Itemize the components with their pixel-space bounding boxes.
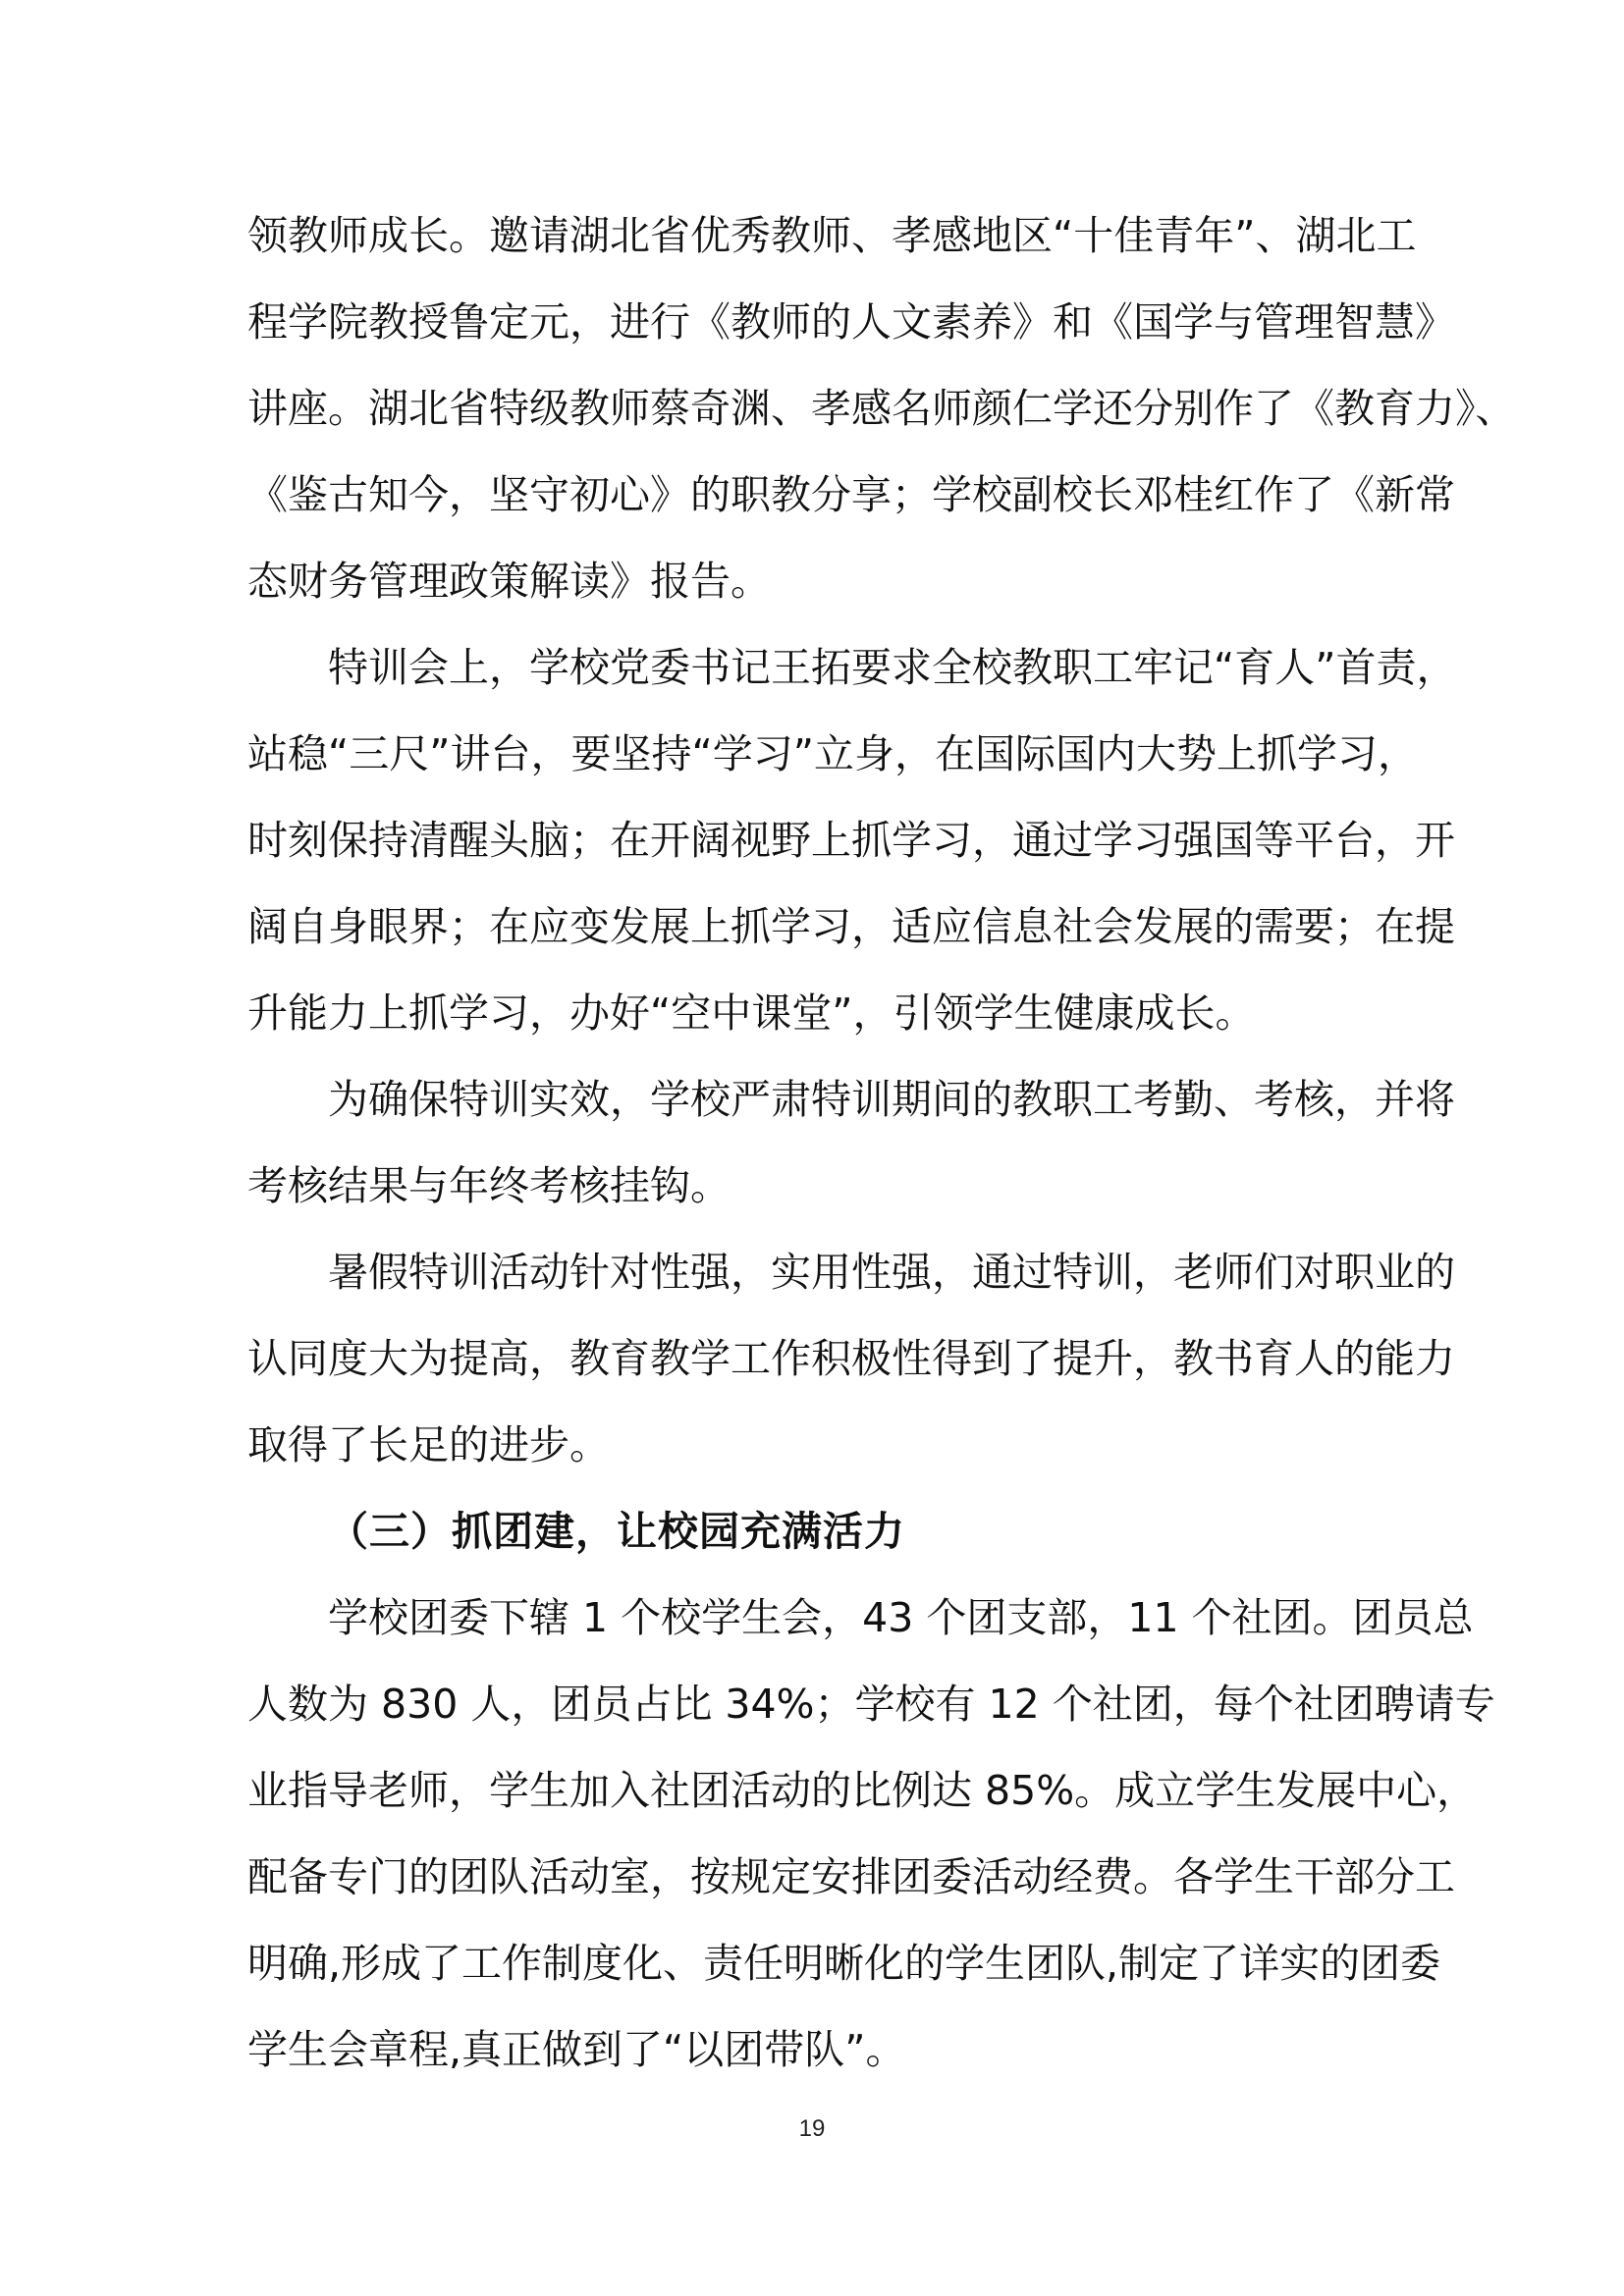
page-number: 19 <box>798 2115 826 2142</box>
text-line: 学校团委下辖 1 个校学生会，43 个团支部，11 个社团。团员总 <box>328 1594 1474 1641</box>
document-body <box>247 192 1516 2093</box>
text-line: 领教师成长。邀请湖北省优秀教师、孝感地区“十佳青年”、湖北工 <box>247 212 1417 259</box>
text-line: 人数为 830 人，团员占比 34%；学校有 12 个社团，每个社团聘请专 <box>247 1681 1495 1728</box>
section-heading: （三）抓团建，让校园充满活力 <box>328 1508 905 1555</box>
text-line: 讲座。湖北省特级教师蔡奇渊、孝感名师颜仁学还分别作了《教育力》、 <box>247 385 1516 432</box>
text-line: 暑假特训活动针对性强，实用性强，通过特训，老师们对职业的 <box>328 1249 1455 1296</box>
text-line: 《鉴古知今，坚守初心》的职教分享；学校副校长邓桂红作了《新常 <box>247 471 1455 518</box>
text-line: 升能力上抓学习，办好“空中课堂”，引领学生健康成长。 <box>247 989 1256 1037</box>
text-line: 阔自身眼界；在应变发展上抓学习，适应信息社会发展的需要；在提 <box>247 903 1455 950</box>
text-line: 程学院教授鲁定元，进行《教师的人文素养》和《国学与管理智慧》 <box>247 298 1455 346</box>
text-line: 取得了长足的进步。 <box>247 1421 610 1468</box>
text-line: 学生会章程,真正做到了“以团带队”。 <box>247 2026 906 2073</box>
text-line: 特训会上，学校党委书记王拓要求全校教职工牢记“育人”首责， <box>328 644 1457 691</box>
text-line: 认同度大为提高，教育教学工作积极性得到了提升，教书育人的能力 <box>247 1335 1455 1382</box>
text-line: 态财务管理政策解读》报告。 <box>247 558 771 605</box>
text-line: 站稳“三尺”讲台，要坚持“学习”立身，在国际国内大势上抓学习， <box>247 730 1418 777</box>
text-line: 为确保特训实效，学校严肃特训期间的教职工考勤、考核，并将 <box>328 1076 1455 1123</box>
text-line: 时刻保持清醒头脑；在开阔视野上抓学习，通过学习强国等平台，开 <box>247 817 1455 864</box>
text-line: 明确,形成了工作制度化、责任明晰化的学生团队,制定了详实的团委 <box>247 1940 1441 1987</box>
text-line: 配备专门的团队活动室，按规定安排团委活动经费。各学生干部分工 <box>247 1853 1455 1900</box>
text-line: 考核结果与年终考核挂钩。 <box>247 1162 731 1209</box>
text-line: 业指导老师，学生加入社团活动的比例达 85%。成立学生发展中心， <box>247 1767 1478 1814</box>
